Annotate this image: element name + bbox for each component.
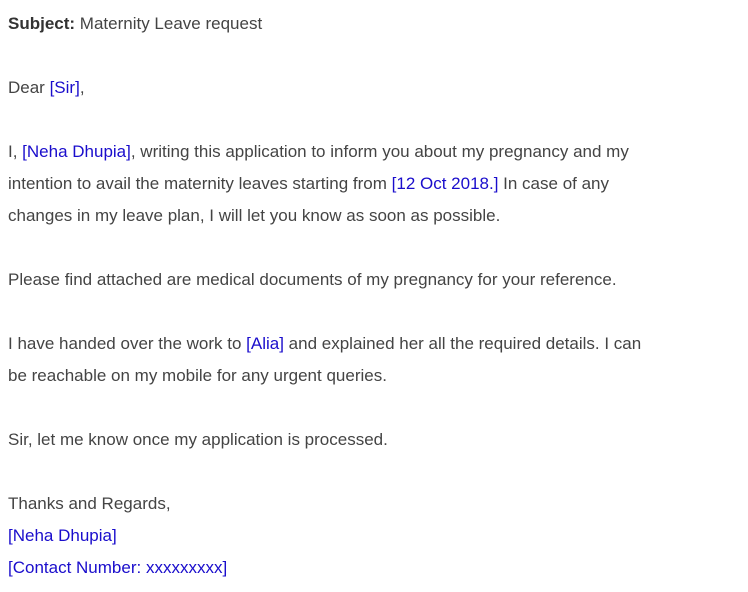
paragraph3-line1 [8, 333, 641, 355]
p3-line2-text: be reachable on my mobile for any urgent queries. [8, 366, 387, 385]
p1-line2-text: intention to avail the maternity leaves starting from [8, 174, 392, 193]
p1-line1-text: , writing this application to inform you about my pregnancy and my [130, 142, 629, 161]
paragraph1-line1 [8, 141, 629, 163]
p3-line1-suffix: and explained her all the required details. I can [283, 334, 642, 353]
sender-name-placeholder: [Neha Dhupia] [22, 142, 131, 161]
closing-text: Thanks and Regards, [8, 494, 171, 513]
paragraph3-line2 [8, 365, 387, 387]
subject-line [8, 13, 262, 35]
p4-line1-text: Sir, let me know once my application is processed. [8, 430, 388, 449]
contact-placeholder: [Contact Number: xxxxxxxxx] [8, 558, 228, 577]
colleague-placeholder: [Alia] [246, 334, 284, 353]
greeting-suffix: , [79, 78, 85, 97]
recipient-placeholder: [Sir] [49, 78, 80, 97]
paragraph2-line1 [8, 269, 617, 291]
p3-prefix: I have handed over the work to [8, 334, 247, 353]
greeting-line [8, 77, 85, 99]
signature-name-placeholder: [Neha Dhupia] [8, 526, 117, 545]
paragraph1-line3 [8, 205, 500, 227]
paragraph1-line2 [8, 173, 609, 195]
start-date-placeholder: [12 Oct 2018.] [391, 174, 499, 193]
greeting-prefix: Dear [8, 78, 50, 97]
subject-label: Subject: [8, 14, 76, 33]
p1-line2-suffix: In case of any [498, 174, 610, 193]
p2-line1-text: Please find attached are medical documents of my pregnancy for your reference. [8, 270, 617, 289]
closing-line [8, 493, 171, 515]
p1-line3-text: changes in my leave plan, I will let you know as soon as possible. [8, 206, 501, 225]
subject-text: Maternity Leave request [79, 14, 263, 33]
paragraph4-line1 [8, 429, 388, 451]
p1-prefix: I, [8, 142, 23, 161]
